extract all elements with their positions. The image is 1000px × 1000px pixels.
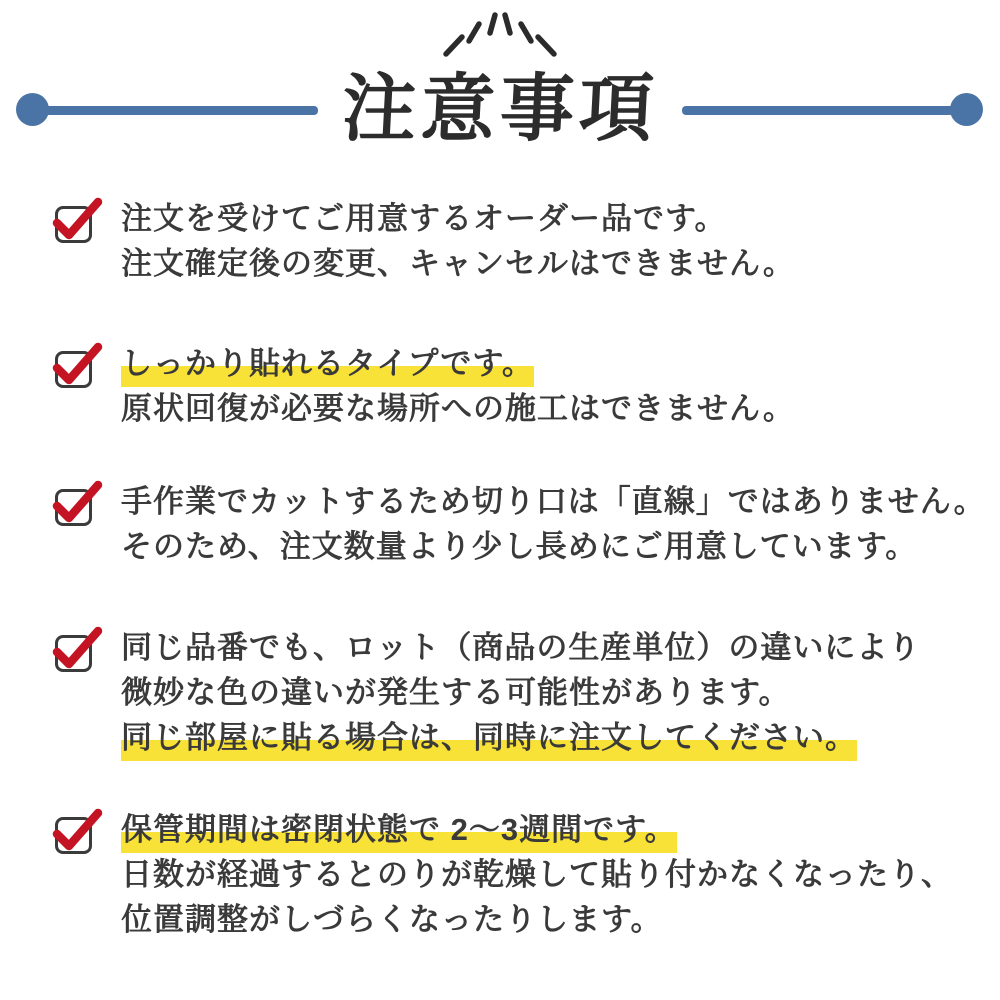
red-checkmark-icon <box>51 195 105 247</box>
notice-line: 日数が経過するとのりが乾燥して貼り付かなくなったり、 <box>121 857 953 892</box>
notice-line: そのため、注文数量より少し長めにご用意しています。 <box>121 529 918 564</box>
title-rule-right <box>682 106 954 115</box>
red-checkmark-icon <box>51 340 105 392</box>
notice-item-text <box>121 341 795 431</box>
notice-item <box>55 486 986 569</box>
notice-line: 位置調整がしづらくなったりします。 <box>121 902 663 937</box>
burst-rays-icon <box>438 8 562 60</box>
checked-checkbox <box>55 489 92 526</box>
notice-line: 原状回復が必要な場所への施工はできません。 <box>121 391 795 426</box>
line-end-dot-right <box>950 93 983 126</box>
notice-item <box>55 814 953 942</box>
notice-line: 注文確定後の変更、キャンセルはできません。 <box>121 246 795 281</box>
notice-item-text <box>121 807 953 942</box>
notice-item-text <box>121 479 986 569</box>
checked-checkbox <box>55 206 92 243</box>
notice-item-text <box>121 196 795 286</box>
notice-line: 微妙な色の違いが発生する可能性があります。 <box>121 675 791 710</box>
notice-item-text <box>121 625 920 760</box>
red-checkmark-icon <box>51 478 105 530</box>
notice-line: 手作業でカットするため切り口は「直線」ではありません。 <box>121 484 986 519</box>
notice-line: しっかり貼れるタイプです。 <box>121 341 795 386</box>
checked-checkbox <box>55 635 92 672</box>
notice-line: 同じ部屋に貼る場合は、同時に注文してください。 <box>121 715 920 760</box>
checked-checkbox <box>55 351 92 388</box>
red-checkmark-icon <box>51 806 105 858</box>
notice-item <box>55 348 795 431</box>
page-title: 注意事項 <box>339 67 661 150</box>
notice-line: 同じ品番でも、ロット（商品の生産単位）の違いにより <box>121 630 921 665</box>
notice-line: 保管期間は密閉状態で 2〜3週間です。 <box>121 807 953 852</box>
notice-line: 注文を受けてご用意するオーダー品です。 <box>121 201 727 236</box>
notice-item <box>55 203 795 286</box>
red-checkmark-icon <box>51 624 105 676</box>
notice-item <box>55 632 920 760</box>
checked-checkbox <box>55 817 92 854</box>
